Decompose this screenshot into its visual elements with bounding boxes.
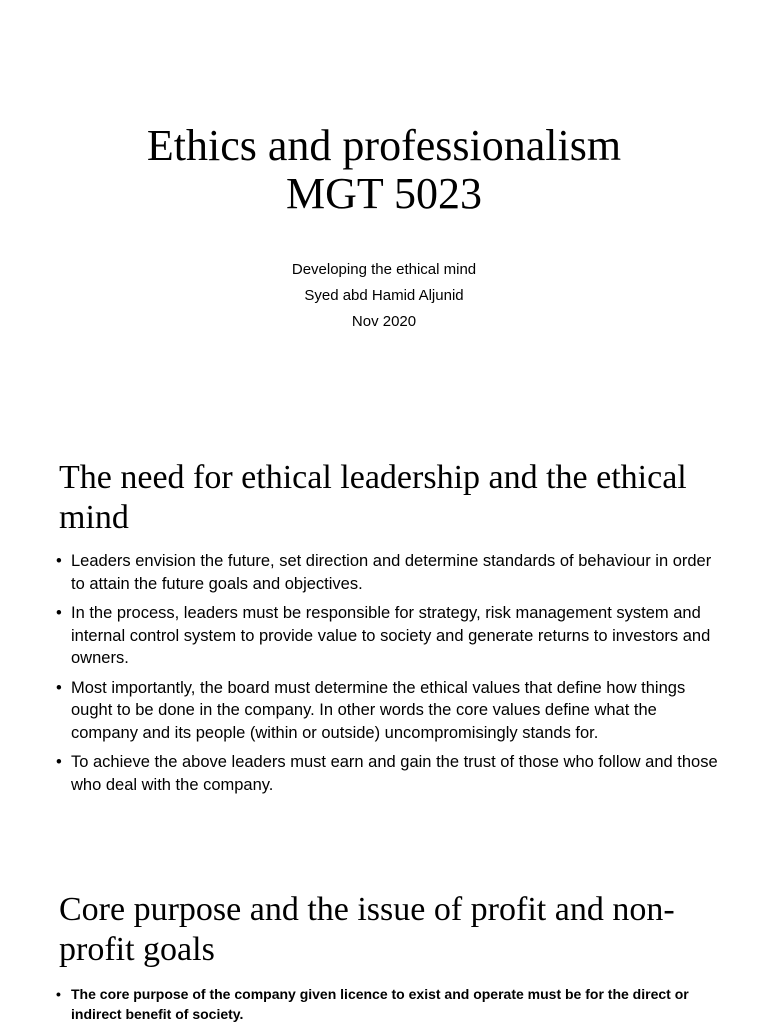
bullet-icon: • xyxy=(56,552,62,570)
list-item xyxy=(56,550,724,595)
bullet-list xyxy=(56,550,724,803)
bullet-text: To achieve the above leaders must earn and gain the trust of those who follow and those who deal with the company. xyxy=(71,753,718,794)
bullet-icon: • xyxy=(56,986,61,1002)
bullet-text: Most importantly, the board must determine the ethical values that define how things ought to be done in the company. In other words the core values define what the company and its people (within or outside) uncompromisingly stands for. xyxy=(71,678,686,742)
title-slide xyxy=(0,0,768,432)
slide-title xyxy=(0,122,768,218)
slide-title-line-1: Ethics and professionalism xyxy=(146,121,622,170)
list-item xyxy=(56,602,724,670)
bullet-list xyxy=(56,984,724,1024)
list-item xyxy=(56,677,724,745)
bullet-text: The core purpose of the company given licence to exist and operate must be for the direct or indirect benefit of society. xyxy=(71,986,689,1022)
subtitle-date: Nov 2020 xyxy=(351,313,417,330)
slide-heading: Core purpose and the issue of profit and non-profit goals xyxy=(59,891,675,968)
subtitle-author: Syed abd Hamid Aljunid xyxy=(304,287,464,304)
content-slide-ethical-leadership xyxy=(0,432,768,848)
slide-subtitle xyxy=(0,257,768,335)
bullet-icon: • xyxy=(56,604,62,622)
slide-title-line-2: MGT 5023 xyxy=(286,169,482,218)
bullet-text: In the process, leaders must be responsible for strategy, risk management system and internal control system to provide value to society and generate returns to investors and owners. xyxy=(71,604,711,667)
bullet-icon: • xyxy=(56,753,62,771)
bullet-text: Leaders envision the future, set direction and determine standards of behaviour in order to attain the future goals and objectives. xyxy=(71,552,712,593)
list-item xyxy=(56,984,724,1024)
slide-heading: The need for ethical leadership and the ethical mind xyxy=(59,459,687,536)
subtitle-topic: Developing the ethical mind xyxy=(291,261,477,278)
bullet-icon: • xyxy=(56,678,62,697)
content-slide-core-purpose xyxy=(0,848,768,1024)
list-item xyxy=(56,751,724,796)
